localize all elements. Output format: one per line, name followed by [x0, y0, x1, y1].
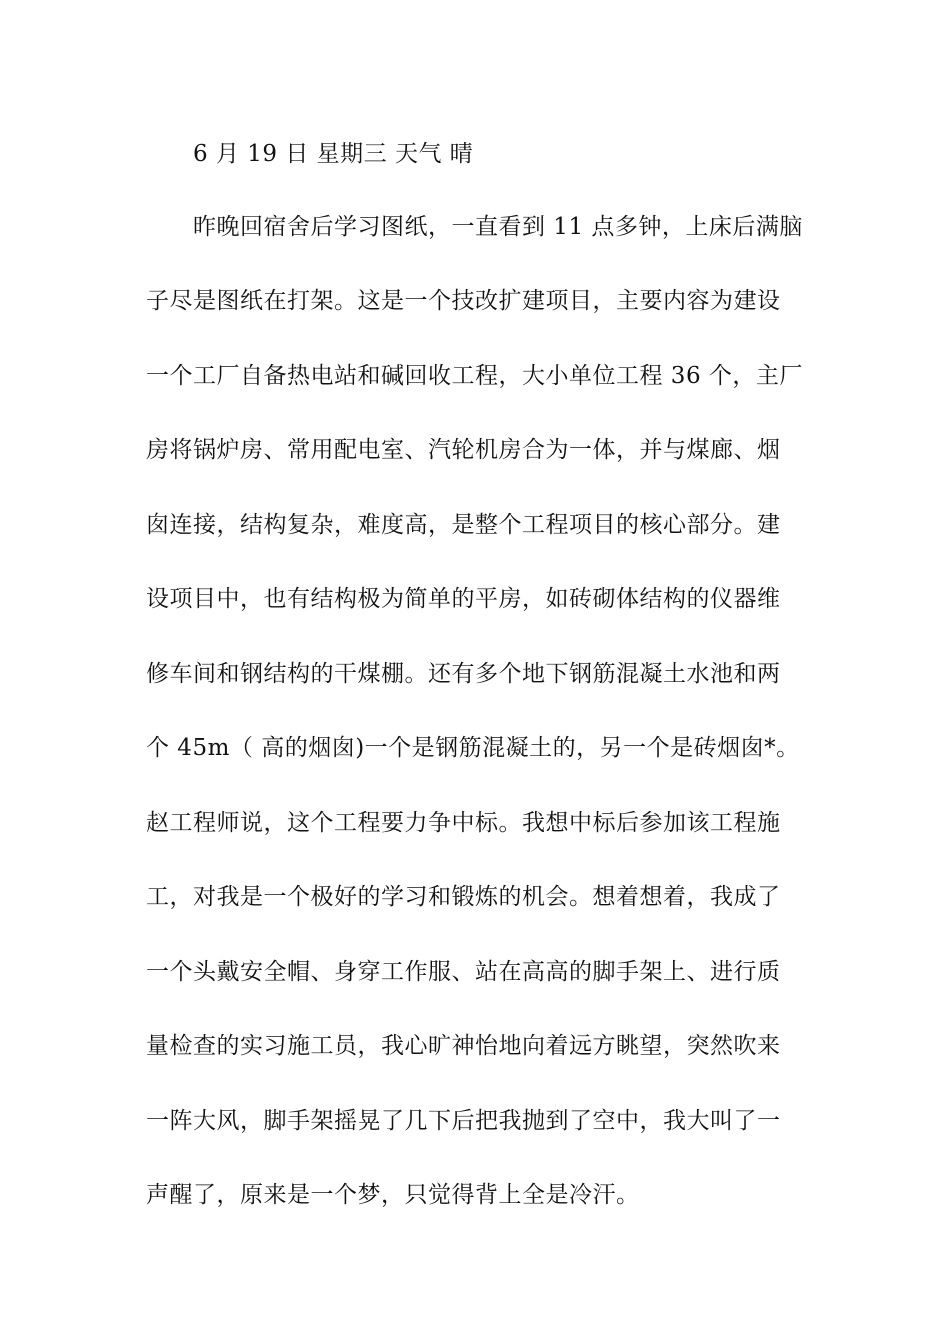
body-line-3: 一个工厂自备热电站和碱回收工程，大小单位工程 36 个，主厂 — [146, 363, 803, 389]
body-line-5: 囱连接，结构复杂，难度高，是整个工程项目的核心部分。建 — [146, 512, 781, 538]
body-line-4: 房将锅炉房、常用配电室、汽轮机房合为一体，并与煤廊、烟 — [146, 437, 781, 463]
body-line-2: 子尽是图纸在打架。这是一个技改扩建项目，主要内容为建设 — [146, 288, 781, 314]
body-line-7: 修车间和钢结构的干煤棚。还有多个地下钢筋混凝土水池和两 — [146, 661, 781, 687]
body-line-12: 量检查的实习施工员，我心旷神怡地向着远方眺望，突然吹来 — [146, 1033, 781, 1059]
body-line-11: 一个头戴安全帽、身穿工作服、站在高高的脚手架上、进行质 — [146, 959, 781, 985]
body-line-9: 赵工程师说，这个工程要力争中标。我想中标后参加该工程施 — [146, 810, 781, 836]
body-line-6: 设项目中，也有结构极为简单的平房，如砖砌体结构的仪器维 — [146, 586, 781, 612]
body-line-1: 昨晚回宿舍后学习图纸，一直看到 11 点多钟，上床后满脑 — [193, 214, 803, 240]
body-line-10: 工，对我是一个极好的学习和锻炼的机会。想着想着，我成了 — [146, 884, 781, 910]
body-line-13: 一阵大风，脚手架摇晃了几下后把我抛到了空中，我大叫了一 — [146, 1108, 781, 1134]
body-line-14: 声醒了，原来是一个梦，只觉得背上全是冷汗。 — [146, 1182, 640, 1208]
body-line-8: 个 45m（ 高的烟囱)一个是钢筋混凝土的，另一个是砖烟囱*。 — [146, 735, 800, 761]
diary-date-line: 6 月 19 日 星期三 天气 晴 — [193, 141, 474, 167]
